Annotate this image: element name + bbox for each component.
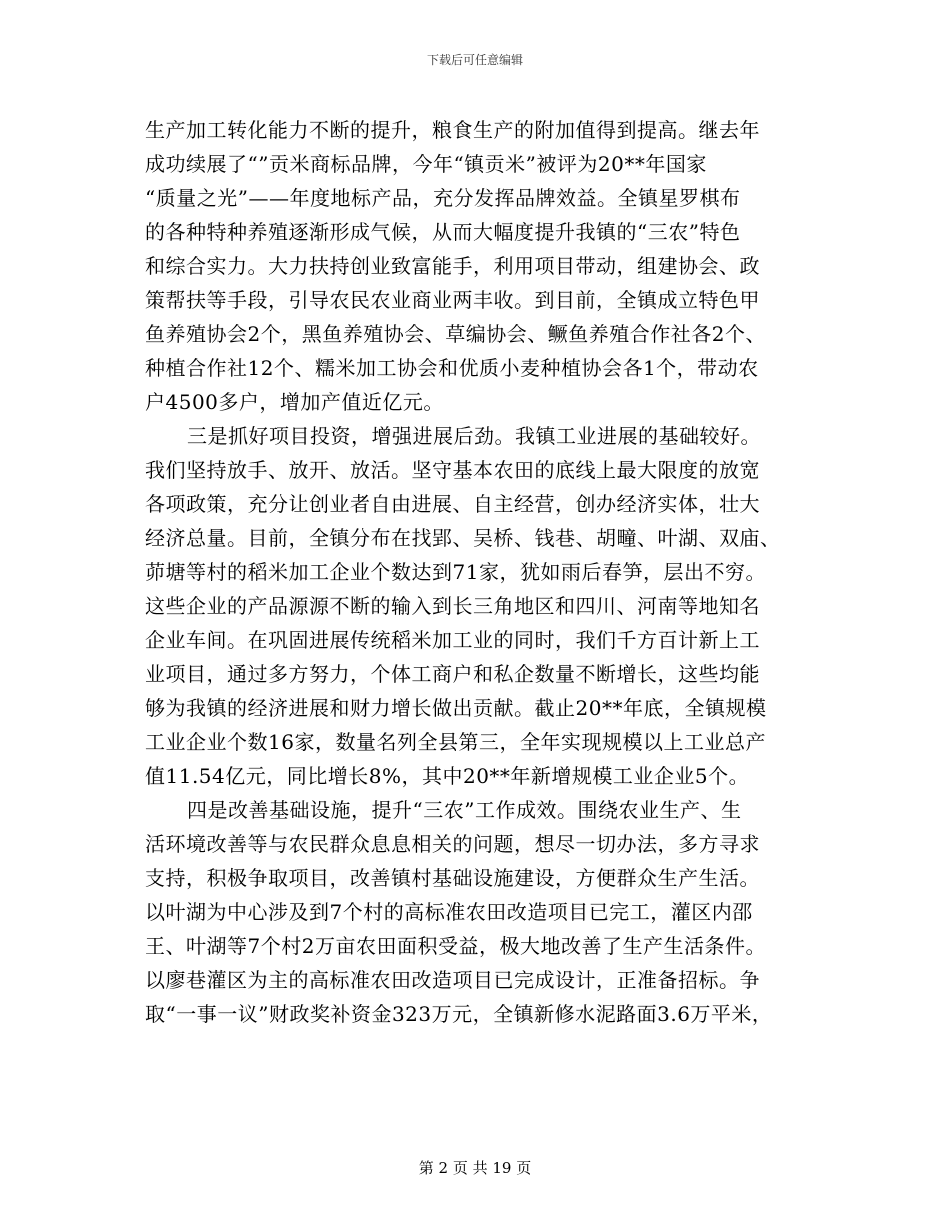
body-line: 生产加工转化能力不断的提升，粮食生产的附加值得到提高。继去年 <box>145 118 760 142</box>
body-line: 支持，积极争取项目，改善镇村基础设施建设，方便群众生产生活。 <box>145 866 760 890</box>
body-line: 这些企业的产品源源不断的输入到长三角地区和四川、河南等地知名 <box>145 594 760 618</box>
body-line: 取“一事一议”财政奖补资金323万元，全镇新修水泥路面3.6万平米， <box>145 1002 773 1026</box>
body-line: 够为我镇的经济进展和财力增长做出贡献。截止20**年底，全镇规模 <box>145 696 767 720</box>
page-number-footer: 第 2 页 共 19 页 <box>418 1159 532 1177</box>
body-line: 值11.54亿元，同比增长8%，其中20**年新增规模工业企业5个。 <box>145 764 750 788</box>
body-line: 和综合实力。大力扶持创业致富能手，利用项目带动，组建协会、政 <box>145 254 760 278</box>
body-line: 以叶湖为中心涉及到7个村的高标准农田改造项目已完工，灌区内邵 <box>145 900 753 924</box>
paragraph-start-line: 四是改善基础设施，提升“三农”工作成效。围绕农业生产、生 <box>187 798 742 822</box>
body-line: 种植合作社12个、糯米加工协会和优质小麦种植协会各1个，带动农 <box>145 356 759 380</box>
body-line: 经济总量。目前，全镇分布在找郢、吴桥、钱巷、胡疃、叶湖、双庙、 <box>145 526 781 550</box>
body-line: 工业企业个数16家，数量名列全县第三，全年实现规模以上工业总产 <box>145 730 766 754</box>
body-line: 活环境改善等与农民群众息息相关的问题，想尽一切办法，多方寻求 <box>145 832 760 856</box>
body-line: 茆塘等村的稻米加工企业个数达到71家，犹如雨后春笋，层出不穷。 <box>145 560 766 584</box>
body-line: 成功续展了“”贡米商标品牌，今年“镇贡米”被评为20**年国家 <box>145 152 707 176</box>
body-line: 户4500多户，增加产值近亿元。 <box>145 390 444 414</box>
body-line: 企业车间。在巩固进展传统稻米加工业的同时，我们千方百计新上工 <box>145 628 760 652</box>
body-line: 以廖巷灌区为主的高标准农田改造项目已完成设计，正准备招标。争 <box>145 968 760 992</box>
body-line: 策帮扶等手段，引导农民农业商业两丰收。到目前，全镇成立特色甲 <box>145 288 760 312</box>
page-header-note: 下载后可任意编辑 <box>426 53 523 67</box>
body-line: 王、叶湖等7个村2万亩农田面积受益，极大地改善了生产生活条件。 <box>145 934 766 958</box>
body-line: “质量之光”——年度地标产品，充分发挥品牌效益。全镇星罗棋布 <box>145 186 741 210</box>
body-line: 鱼养殖协会2个，黑鱼养殖协会、草编协会、鳜鱼养殖合作社各2个、 <box>145 322 766 346</box>
body-line: 我们坚持放手、放开、放活。坚守基本农田的底线上最大限度的放宽 <box>145 458 760 482</box>
document-body <box>145 113 825 1031</box>
body-line: 各项政策，充分让创业者自由进展、自主经营，创办经济实体，壮大 <box>145 492 760 516</box>
body-line: 业项目，通过多方努力，个体工商户和私企数量不断增长，这些均能 <box>145 662 760 686</box>
body-line: 的各种特种养殖逐渐形成气候，从而大幅度提升我镇的“三农”特色 <box>145 220 741 244</box>
paragraph-start-line: 三是抓好项目投资，增强进展后劲。我镇工业进展的基础较好。 <box>187 424 761 448</box>
